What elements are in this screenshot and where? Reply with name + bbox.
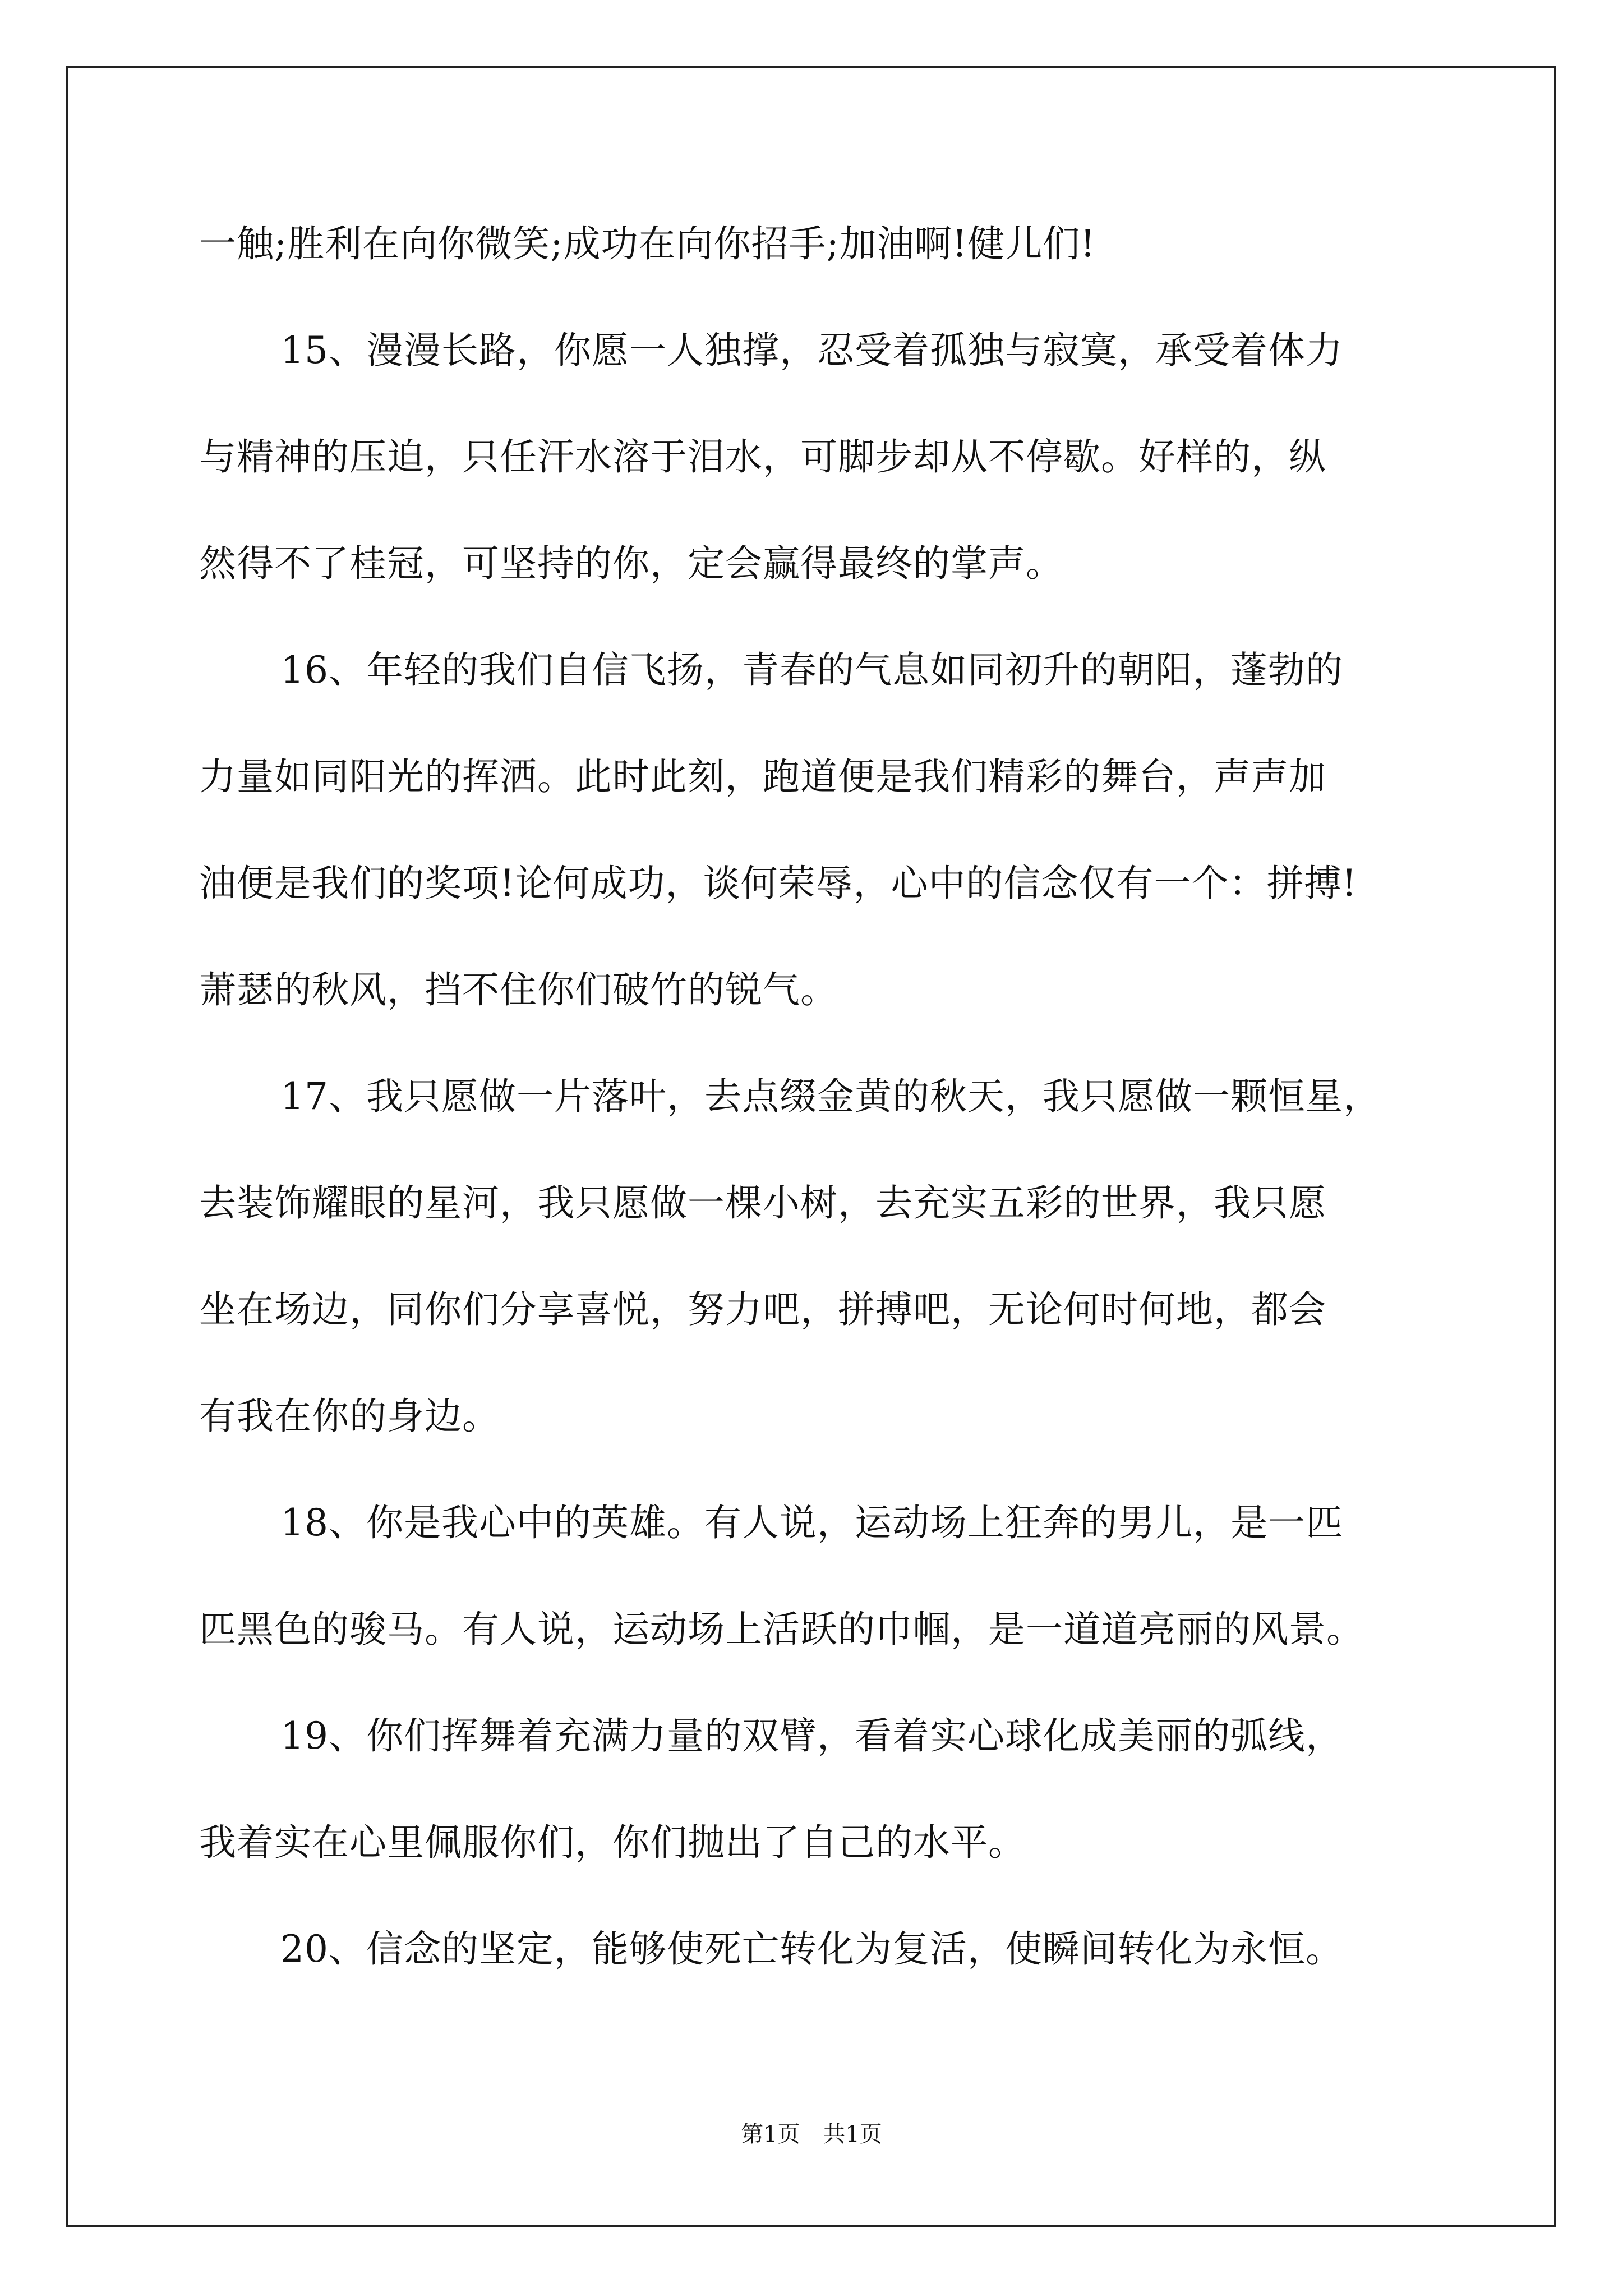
page-total: 共1页 bbox=[823, 2122, 882, 2147]
text-line: 一触;胜利在向你微笑;成功在向你招手;加油啊!健儿们! bbox=[199, 222, 1096, 265]
page-footer bbox=[0, 2120, 1623, 2148]
text-line: 有我在你的身边。 bbox=[199, 1395, 500, 1438]
paragraph-20-line: 20、信念的坚定，能够使死亡转化为复活，使瞬间转化为永恒。 bbox=[280, 1927, 1343, 1971]
text-line: 坐在场边，同你们分享喜悦，努力吧，拼搏吧，无论何时何地，都会 bbox=[199, 1288, 1326, 1331]
text-line: 去装饰耀眼的星河，我只愿做一棵小树，去充实五彩的世界，我只愿 bbox=[199, 1181, 1326, 1225]
text-line: 与精神的压迫，只任汗水溶于泪水，可脚步却从不停歇。好样的，纵 bbox=[199, 435, 1326, 478]
text-line: 力量如同阳光的挥洒。此时此刻，跑道便是我们精彩的舞台，声声加 bbox=[199, 755, 1326, 798]
text-line: 我着实在心里佩服你们，你们抛出了自己的水平。 bbox=[199, 1821, 1026, 1864]
text-line: 匹黑色的骏马。有人说，运动场上活跃的巾帼，是一道道亮丽的风景。 bbox=[199, 1608, 1364, 1651]
paragraph-17-line: 17、我只愿做一片落叶，去点缀金黄的秋天，我只愿做一颗恒星， bbox=[280, 1075, 1381, 1118]
page-border bbox=[66, 66, 1556, 2227]
text-line: 然得不了桂冠，可坚持的你，定会赢得最终的掌声。 bbox=[199, 542, 1063, 585]
text-line: 萧瑟的秋风，挡不住你们破竹的锐气。 bbox=[199, 968, 838, 1011]
paragraph-16-line: 16、年轻的我们自信飞扬，青春的气息如同初升的朝阳，蓬勃的 bbox=[280, 648, 1343, 692]
paragraph-15-line: 15、漫漫长路，你愿一人独撑，忍受着孤独与寂寞，承受着体力 bbox=[280, 329, 1343, 372]
page-number: 第1页 bbox=[741, 2122, 800, 2147]
paragraph-18-line: 18、你是我心中的英雄。有人说，运动场上狂奔的男儿，是一匹 bbox=[280, 1501, 1343, 1544]
text-line: 油便是我们的奖项!论何成功，谈何荣辱，心中的信念仅有一个：拼搏! bbox=[199, 862, 1358, 905]
paragraph-19-line: 19、你们挥舞着充满力量的双臂，看着实心球化成美丽的弧线， bbox=[280, 1714, 1343, 1757]
